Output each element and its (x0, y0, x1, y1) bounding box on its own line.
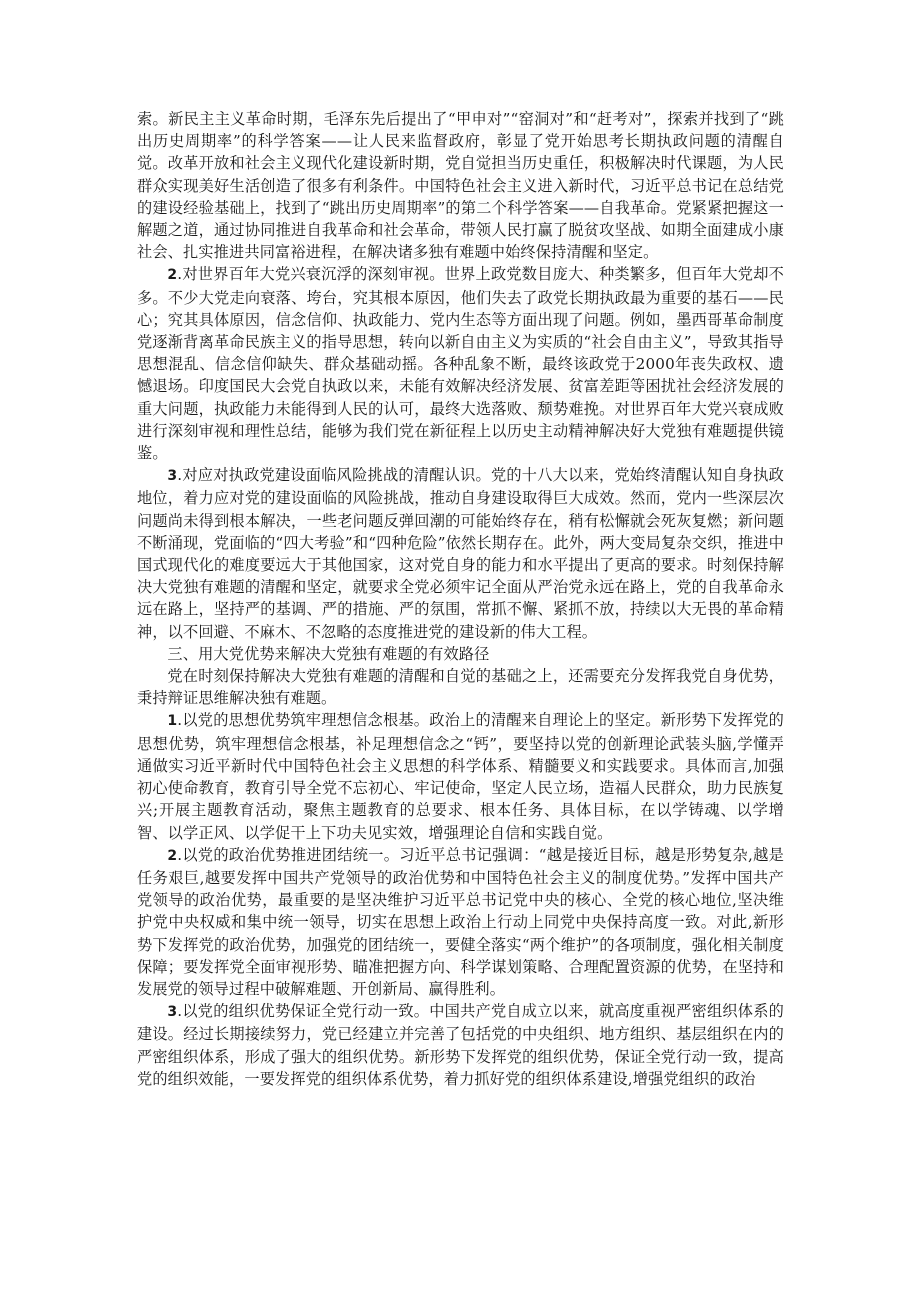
item-number: 2 (167, 847, 178, 864)
paragraph-text: .以党的思想优势筑牢理想信念根基。政治上的清醒来自理论上的坚定。新形势下发挥党的思想优势，筑牢理想信念根基，补足理想信念之“钙”，要坚持以党的创新理论武装头脑,学懂弄通做实习近平新时代中国特色社会主义思想的科学体系、精髓要义和实践要求。具体而言,加强初心使命教育，教育引导全党不忘初心、牢记使命，坚定人民立场，造福人民群众，助力民族复兴;开展主题教育活动，聚焦主题教育的总要求、根本任务、具体目标，在以学铸魂、以学增智、以学正风、以学促干上下功夫见实效，增强理论自信和实践自觉。 (137, 711, 784, 842)
paragraph-text: 索。新民主主义革命时期，毛泽东先后提出了“甲申对”“窑洞对”和“赶考对”，探索并找到了“跳出历史周期率”的科学答案——让人民来监督政府，彰显了党开始思考长期执政问题的清醒自觉。改革开放和社会主义现代化建设新时期，党自觉担当历史重任，积极解决时代课题，为人民群众实现美好生活创造了很多有利条件。中国特色社会主义进入新时代，习近平总书记在总结党的建设经验基础上，找到了“跳出历史周期率”的第二个科学答案——自我革命。党紧紧把握这一解题之道，通过协同推进自我革命和社会革命，带领人民打赢了脱贫攻坚战、如期全面建成小康社会、扎实推进共同富裕进程，在解决诸多独有难题中始终保持清醒和坚定。 (137, 110, 784, 262)
document-body (137, 108, 784, 1090)
item-number: 3 (167, 468, 178, 485)
item-number: 2 (167, 267, 178, 284)
paragraph-item-1-ideological-advantage (137, 709, 784, 843)
paragraph-item-3-risk-challenges (137, 464, 784, 643)
paragraph-section-intro (137, 665, 784, 709)
item-number: 1 (167, 713, 178, 730)
paragraph-text: 党在时刻保持解决大党独有难题的清醒和自觉的基础之上，还需要充分发挥我党自身优势，秉持辩证思维解决独有难题。 (137, 667, 784, 708)
paragraph-item-3-organizational-advantage (137, 1000, 784, 1090)
paragraph-text: .对应对执政党建设面临风险挑战的清醒认识。党的十八大以来，党始终清醒认知自身执政地位，着力应对党的建设面临的风险挑战，推动自身建设取得巨大成效。然而，党内一些深层次问题尚未得到根本解决，一些老问题反弹回潮的可能始终存在，稍有松懈就会死灰复燃；新问题不断涌现，党面临的“四大考验”和“四种危险”依然长期存在。此外，两大变局复杂交织，推进中国式现代化的难度要远大于其他国家，这对党自身的能力和水平提出了更高的要求。时刻保持解决大党独有难题的清醒和坚定，就要求全党必须牢记全面从严治党永远在路上，党的自我革命永远在路上，坚持严的基调、严的措施、严的氛围，常抓不懈、紧抓不放，持续以大无畏的革命精神，以不回避、不麻木、不忽略的态度推进党的建设新的伟大工程。 (137, 466, 784, 641)
section-heading-3: 三、用大党优势来解决大党独有难题的有效路径 (167, 644, 490, 663)
paragraph-continuation (137, 108, 784, 263)
paragraph-text: .以党的组织优势保证全党行动一致。中国共产党自成立以来，就高度重视严密组织体系的建设。经过长期接续努力，党已经建立并完善了包括党的中央组织、地方组织、基层组织在内的严密组织体系，形成了强大的组织优势。新形势下发挥党的组织优势，保证全党行动一致，提高党的组织效能，一要发挥党的组织体系优势，着力抓好党的组织体系建设,增强党组织的政治 (137, 1002, 784, 1088)
paragraph-text: .以党的政治优势推进团结统一。习近平总书记强调：“越是接近目标，越是形势复杂,越是任务艰巨,越要发挥中国共产党领导的政治优势和中国特色社会主义的制度优势。”发挥中国共产党领导的政治优势，最重要的是坚决维护习近平总书记党中央的核心、全党的核心地位,坚决维护党中央权威和集中统一领导，切实在思想上政治上行动上同党中央保持高度一致。对此,新形势下发挥党的政治优势，加强党的团结统一，要健全落实“两个维护”的各项制度，强化相关制度保障；要发挥党全面审视形势、瞄准把握方向、科学谋划策略、合理配置资源的优势，在坚持和发展党的领导过程中破解难题、开创新局、赢得胜利。 (137, 845, 784, 998)
paragraph-item-2-political-advantage (137, 844, 784, 1000)
paragraph-item-2-review-of-century-old-parties (137, 263, 784, 464)
item-number: 3 (167, 1004, 178, 1021)
paragraph-text: .对世界百年大党兴衰沉浮的深刻审视。世界上政党数目庞大、种类繁多，但百年大党却不多。不少大党走向衰落、垮台，究其根本原因，他们失去了政党长期执政最为重要的基石——民心；究其具体原因，信念信仰、执政能力、党内生态等方面出现了问题。例如，墨西哥革命制度党逐渐背离革命民族主义的指导思想，转向以新自由主义为实质的“社会自由主义”，导致其指导思想混乱、信念信仰缺失、群众基础动摇。各种乱象不断，最终该政党于2000年丧失政权、遗憾退场。印度国民大会党自执政以来，未能有效解决经济发展、贫富差距等困扰社会经济发展的重大问题，执政能力未能得到人民的认可，最终大选落败、颓势难挽。对世界百年大党兴衰成败进行深刻审视和理性总结，能够为我们党在新征程上以历史主动精神解决好大党独有难题提供镜鉴。 (137, 265, 784, 463)
